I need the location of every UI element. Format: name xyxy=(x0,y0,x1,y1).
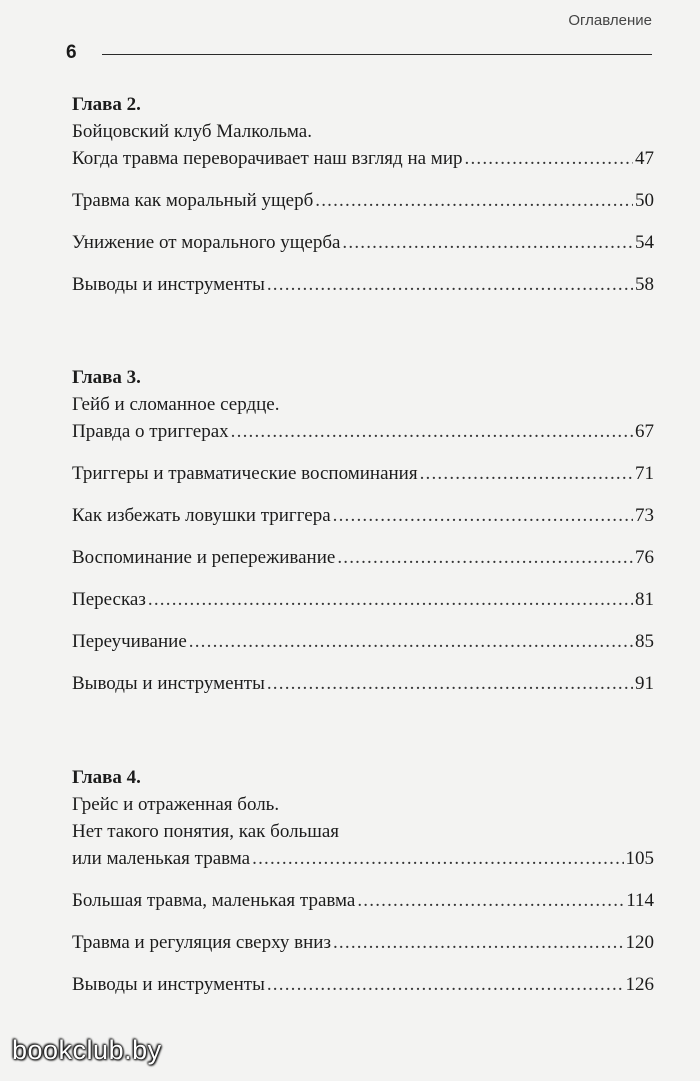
toc-entry[interactable] xyxy=(72,502,654,529)
toc-entry-page: 91 xyxy=(635,673,654,694)
toc-entry-title: или маленькая травма xyxy=(72,848,251,869)
toc-entry-title: Триггеры и травматические воспоминания xyxy=(72,463,418,484)
toc-entry-page: 76 xyxy=(635,547,654,568)
dot-leader xyxy=(315,187,633,214)
chapter-2 xyxy=(72,91,654,298)
toc-entry-title: Выводы и инструменты xyxy=(72,673,265,694)
toc-entry[interactable] xyxy=(72,460,654,487)
toc-entry-title: Когда травма переворачивает наш взгляд на мир xyxy=(72,148,463,169)
toc-entry[interactable] xyxy=(72,929,654,956)
toc-entry-page: 67 xyxy=(635,421,654,442)
toc-entry-page: 105 xyxy=(625,848,654,869)
dot-leader xyxy=(252,845,623,872)
dot-leader xyxy=(267,271,633,298)
toc-entry-page: 85 xyxy=(635,631,654,652)
toc-entry-title: Правда о триггерах xyxy=(72,421,229,442)
toc-entry[interactable] xyxy=(72,187,654,214)
toc-entry-title: Травма как моральный ущерб xyxy=(72,190,314,211)
toc-entry-title: Выводы и инструменты xyxy=(72,274,265,295)
toc-entry[interactable] xyxy=(72,229,654,256)
dot-leader xyxy=(342,229,633,256)
toc-entry-title: Травма и регуляция сверху вниз xyxy=(72,932,331,953)
dot-leader xyxy=(267,971,624,998)
toc-entry[interactable] xyxy=(72,670,654,697)
chapter-label: Глава 2. xyxy=(72,94,141,115)
chapter-label: Глава 3. xyxy=(72,367,141,388)
dot-leader xyxy=(267,670,633,697)
toc-entry[interactable] xyxy=(72,145,654,172)
toc-entry-page: 81 xyxy=(635,589,654,610)
toc-entry-title: Пересказ xyxy=(72,589,146,610)
chapter-title: Гейб и сломанное сердце. xyxy=(72,394,280,415)
toc-entry-page: 71 xyxy=(635,463,654,484)
toc-entry-page: 126 xyxy=(625,974,654,995)
chapter-label: Глава 4. xyxy=(72,767,141,788)
toc-entry-page: 73 xyxy=(635,505,654,526)
dot-leader xyxy=(231,418,633,445)
dot-leader xyxy=(337,544,633,571)
chapter-title: Бойцовский клуб Малкольма. xyxy=(72,121,312,142)
toc-entry-title: Как избежать ловушки триггера xyxy=(72,505,331,526)
toc-entry-title: Большая травма, маленькая травма xyxy=(72,890,356,911)
chapter-title: Грейс и отраженная боль. xyxy=(72,794,280,815)
dot-leader xyxy=(148,586,633,613)
toc-entry-title: Выводы и инструменты xyxy=(72,974,265,995)
dot-leader xyxy=(333,502,633,529)
toc-entry-page: 54 xyxy=(635,232,654,253)
toc-entry[interactable] xyxy=(72,887,654,914)
dot-leader xyxy=(189,628,633,655)
toc-entry-page: 47 xyxy=(635,148,654,169)
dot-leader xyxy=(333,929,624,956)
toc-entry[interactable] xyxy=(72,628,654,655)
header-rule xyxy=(102,54,652,55)
dot-leader xyxy=(420,460,633,487)
dot-leader xyxy=(465,145,634,172)
toc-entry[interactable] xyxy=(72,586,654,613)
toc-entry-page: 114 xyxy=(626,890,654,911)
toc-entry-title: Унижение от морального ущерба xyxy=(72,232,341,253)
toc-entry-page: 50 xyxy=(635,190,654,211)
running-header: Оглавление xyxy=(568,12,652,29)
chapter-4 xyxy=(72,764,654,998)
page-number: 6 xyxy=(66,42,77,63)
toc-entry[interactable] xyxy=(72,418,654,445)
toc-entry[interactable] xyxy=(72,845,654,872)
toc-entry[interactable] xyxy=(72,971,654,998)
toc-entry[interactable] xyxy=(72,544,654,571)
toc-entry-title: Переучивание xyxy=(72,631,187,652)
toc-entry-title: Воспоминание и репереживание xyxy=(72,547,336,568)
dot-leader xyxy=(357,887,624,914)
watermark: bookclub.by xyxy=(12,1035,162,1065)
toc-entry[interactable] xyxy=(72,271,654,298)
toc-entry-page: 58 xyxy=(635,274,654,295)
toc-entry-page: 120 xyxy=(625,932,654,953)
chapter-title: Нет такого понятия, как большая xyxy=(72,821,340,842)
chapter-3 xyxy=(72,364,654,697)
